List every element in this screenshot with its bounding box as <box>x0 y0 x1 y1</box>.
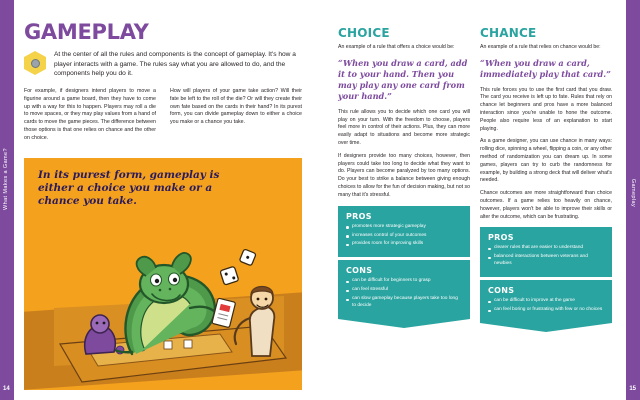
panel-choice-notch <box>338 319 470 328</box>
panel-choice-subtitle: An example of a rule that offers a choice would be: <box>338 44 455 50</box>
pros-heading: PROS <box>488 233 514 243</box>
cons-heading: CONS <box>346 266 373 276</box>
panel-choice-body <box>338 26 470 200</box>
pros-item: clearer rules that are easier to understand <box>488 245 604 252</box>
panel-chance-paragraph-1: This rule forces you to use the first card that you draw. The card you receive is left up to fate. Rules that rely on chance let beginners and pros have a more balanced interaction since you're unable to hone the outcome. People also require less of an explanation to start playing. <box>480 86 612 132</box>
cons-item: can feel boring or frustrating with few or no choices <box>488 307 604 314</box>
body-columns <box>24 88 302 149</box>
panel-choice-paragraph-2: If designers provide too many choices, however, then players could take too long to decide what they want to do. Players can become paralyzed by too many options. Do your best to strike a balance between giving enough choices to allow for the fun of decision making, but not so many that it's stressful. <box>338 152 470 198</box>
title-row <box>24 22 302 43</box>
panel-choice-quote: “When you draw a card, add it to your hand. Then you may play any one card from your hand.” <box>338 57 468 101</box>
right-side-tab <box>626 0 640 400</box>
pros-list <box>488 245 604 268</box>
pros-item: provides room for improving skills <box>346 241 462 248</box>
right-page <box>320 0 640 400</box>
cons-list <box>488 298 604 314</box>
panel-chance-pros <box>480 227 612 277</box>
right-page-content <box>338 26 612 332</box>
cons-item: can be difficult for beginners to grasp <box>346 278 462 285</box>
cons-item: can be difficult to improve at the game <box>488 298 604 305</box>
cons-item: can slow gameplay because players take too long to decide <box>346 296 462 310</box>
pros-item: increases control of your outcomes <box>346 233 462 240</box>
intro-row <box>24 50 302 79</box>
pull-quote: In its purest form, gameplay is either a choice you make or a chance you take. <box>38 169 220 208</box>
panel-choice-pros <box>338 206 470 258</box>
left-side-tab-label: What Makes a Game? <box>3 148 9 210</box>
panel-chance <box>480 26 612 332</box>
left-page-number: 14 <box>3 386 10 392</box>
body-paragraph: For example, if designers intend players to move a figurine around a game board, then they have to come up with a way for this to happen. Players may roll a die to move spaces, or they may play values from a hand of cards to move the game pieces. The difference between those options is that one relies on chance and the other on choice. <box>24 87 156 142</box>
pros-item: balanced interactions between veterans and newbies <box>488 254 604 268</box>
intro-text: At the center of all the rules and components is the concept of gameplay. It's how a player interacts with a game. The rules say what you are allowed to do, and the components help you do it. <box>54 51 296 78</box>
cons-heading: CONS <box>488 286 515 296</box>
panel-chance-body <box>480 26 612 221</box>
panel-chance-paragraph-2: As a game designer, you can use chance in many ways: rolling dice, spinning a wheel, flipping a coin, or any other method of randomization you can dream up. In some games, players can try to curb the randomness for example, by building a strong deck that will deliver what's needed. <box>480 138 612 184</box>
panel-chance-subtitle: An example of a rule that relies on chance would be: <box>480 44 601 50</box>
left-page-content <box>24 22 302 390</box>
right-page-number: 15 <box>629 386 636 392</box>
panel-chance-cons <box>480 280 612 323</box>
body-column-1 <box>24 88 156 149</box>
panel-choice-pros-cons <box>338 206 470 329</box>
panel-choice-cons <box>338 260 470 319</box>
body-paragraph: How will players of your game take action? Will their fate be left to the roll of the die? Or will they create their own fate based on the cards in their hand? In its purest form, you can divide gameplay down to either a choice you make or a chance you take. <box>170 87 302 126</box>
panel-chance-title: CHANCE <box>480 26 537 40</box>
cons-item: can feel stressful <box>346 287 462 294</box>
pros-item: promotes more strategic gameplay <box>346 224 462 231</box>
cons-list <box>346 278 462 310</box>
panel-chance-quote: “When you draw a card, immediately play that card.” <box>480 57 611 79</box>
pros-heading: PROS <box>346 211 372 221</box>
panel-chance-pros-cons <box>480 227 612 332</box>
panel-choice <box>338 26 470 332</box>
right-side-tab-label: Gameplay <box>630 178 636 208</box>
panel-choice-title: CHOICE <box>338 26 390 40</box>
pros-list <box>346 224 462 249</box>
page-title: GAMEPLAY <box>24 20 149 44</box>
panel-chance-notch <box>480 323 612 332</box>
body-column-2 <box>170 88 302 149</box>
left-side-tab <box>0 0 14 400</box>
panel-choice-paragraph-1: This rule allows you to decide which one card you will play on your turn. With the freedom to choose, players feel more in control of their actions. Plus, they can more easily adapt to situations and become more strategic over time. <box>338 108 470 146</box>
hex-token-icon <box>24 51 46 75</box>
illustration <box>24 158 302 390</box>
panel-chance-paragraph-3: Chance outcomes are more straightforward than choice outcomes. If a game relies too heavily on chance, however, players won't be able to improve their skills or alter the outcome, which can be frustrating. <box>480 190 612 220</box>
